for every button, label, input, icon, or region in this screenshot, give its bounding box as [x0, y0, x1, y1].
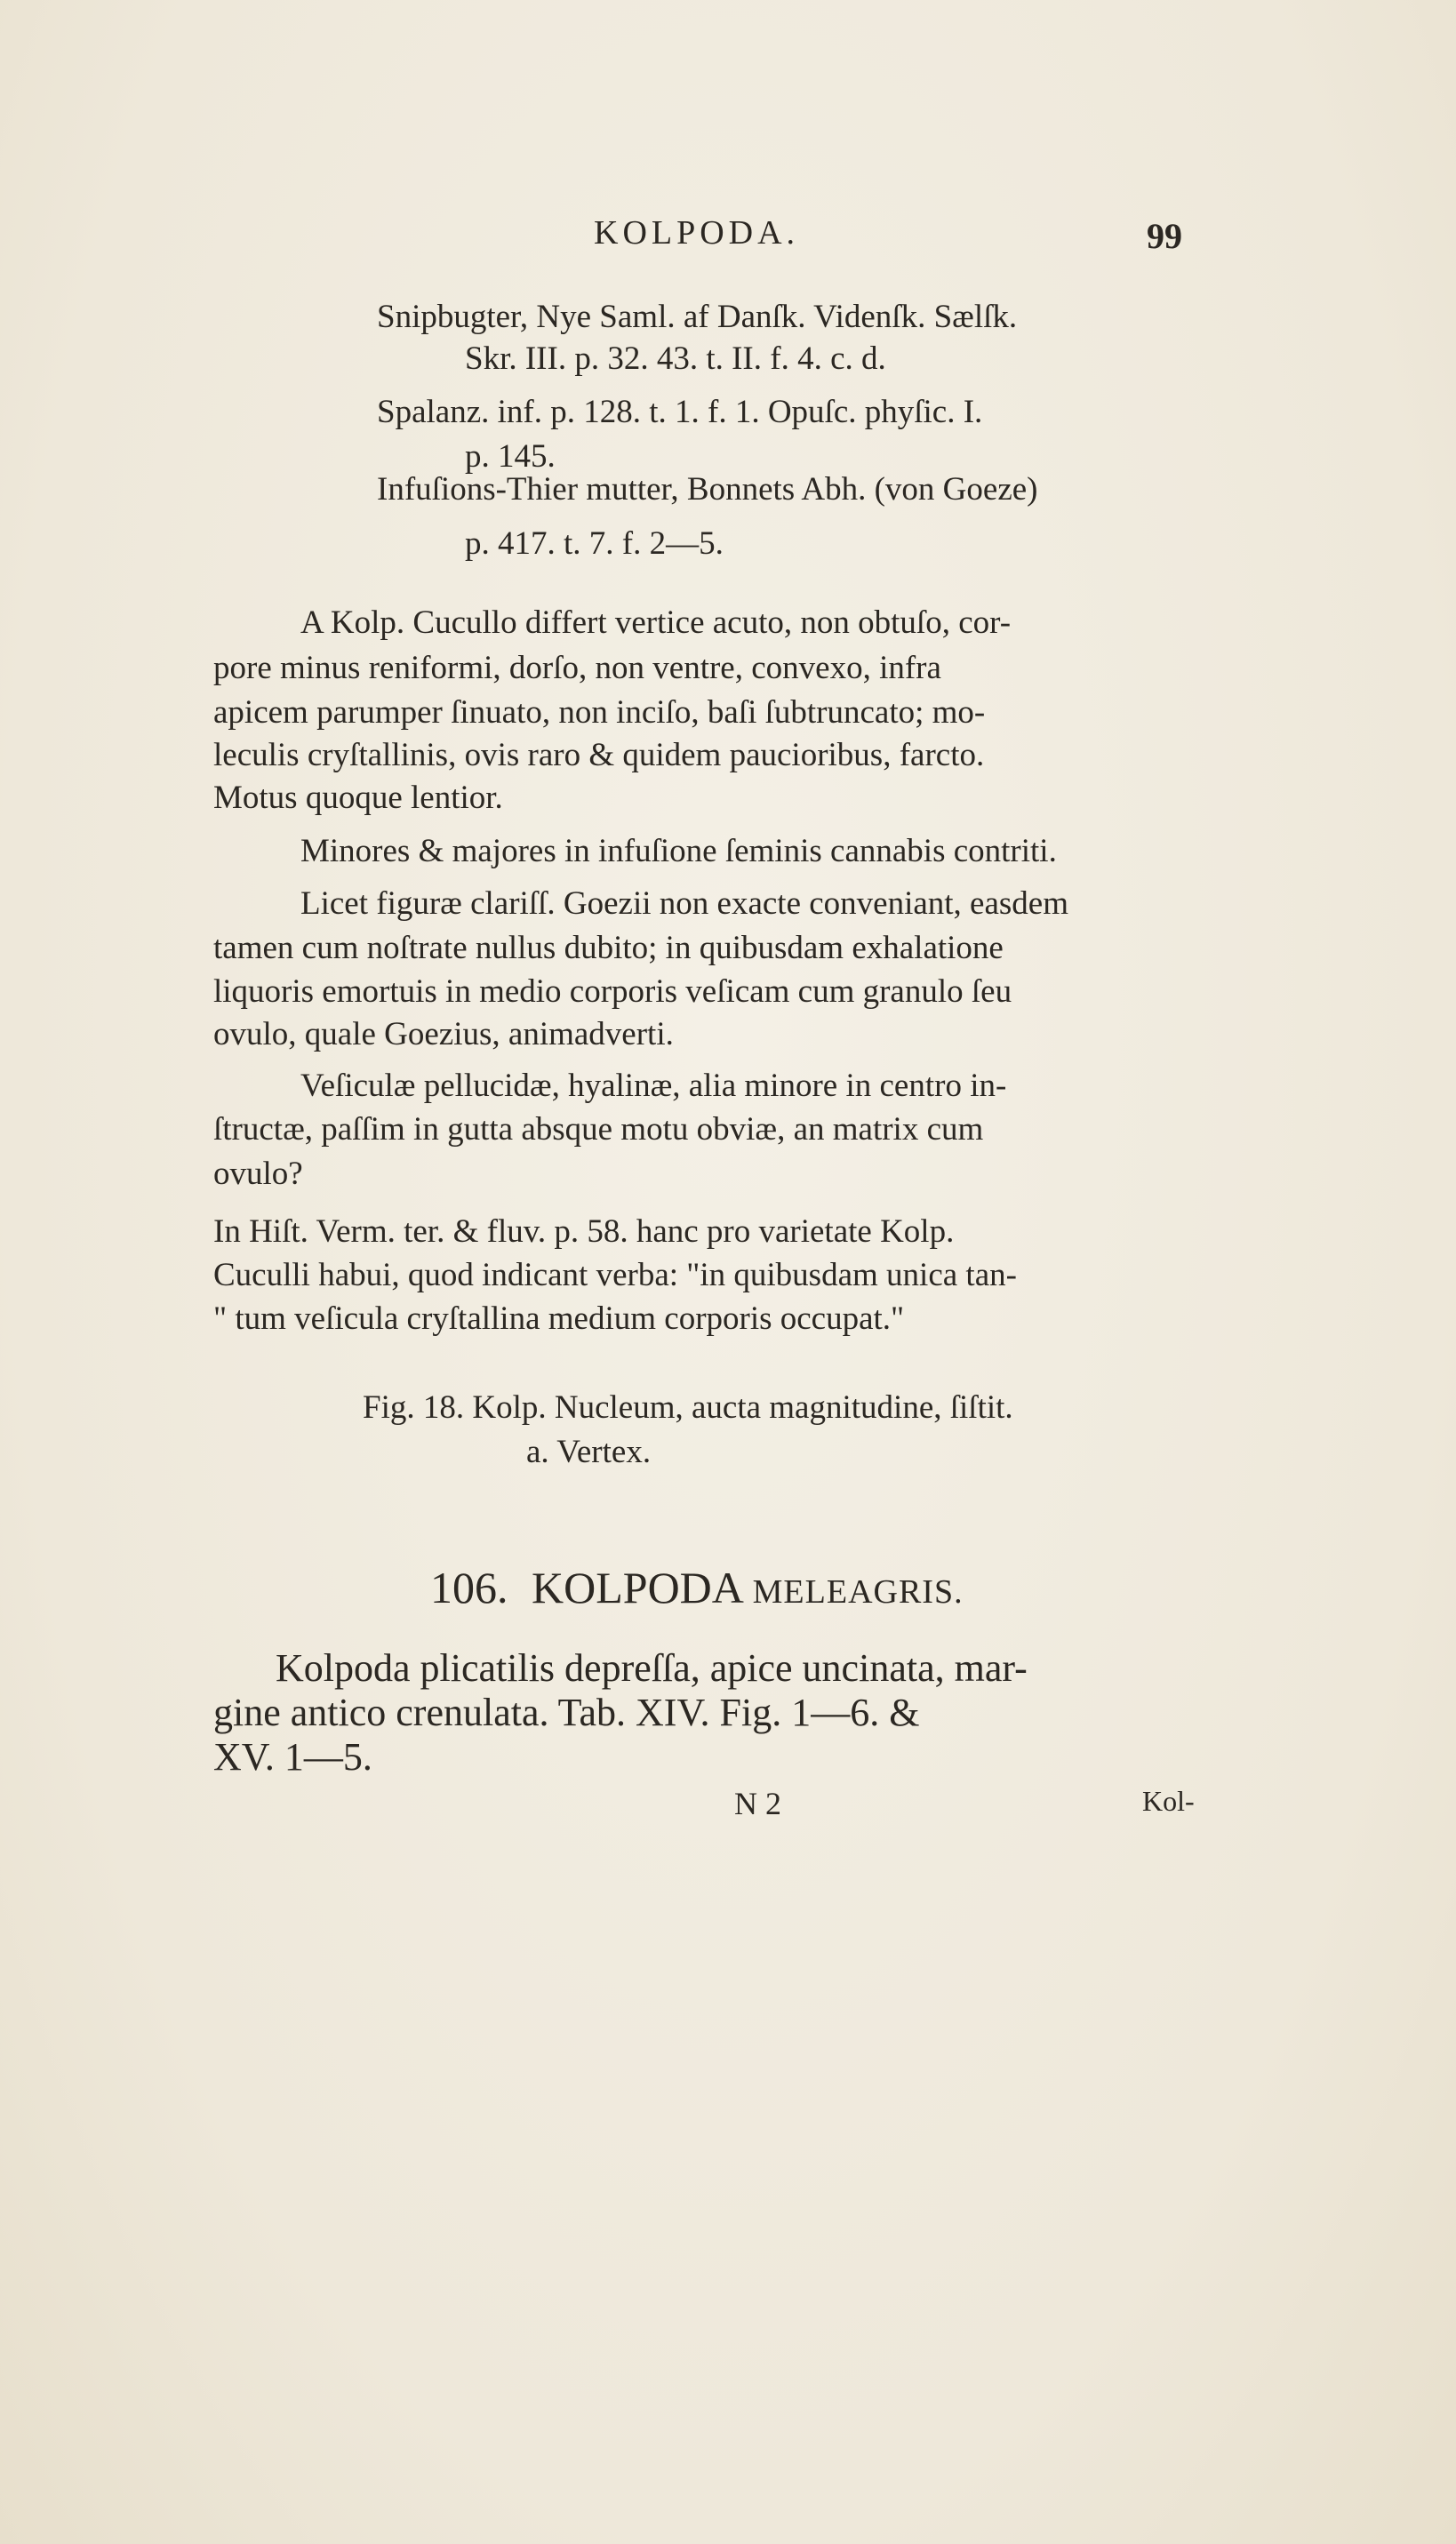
body-text-line: ovulo?: [213, 1156, 303, 1192]
signature-mark: N 2: [734, 1786, 781, 1821]
figure-caption-key: a. Vertex.: [526, 1434, 652, 1470]
body-text-line: Motus quoque lentior.: [213, 780, 503, 816]
body-text-line: leculis cryſtallinis, ovis raro & quidem paucioribus, farcto.: [213, 737, 985, 773]
species-diagnosis: Kolpoda plicatilis depreſſa, apice uncinata, mar-: [276, 1646, 1028, 1690]
body-text-line: ſtructæ, paſſim in gutta absque motu obviæ, an matrix cum: [213, 1111, 984, 1148]
body-text-line: Minores & majores in infuſione ſeminis cannabis contriti.: [300, 833, 1057, 869]
species-number: 106.: [430, 1563, 508, 1612]
figure-caption: Fig. 18. Kolp. Nucleum, aucta magnitudine, ſiſtit.: [363, 1389, 1013, 1426]
body-text-line: " tum veſicula cryſtallina medium corporis occupat.": [213, 1300, 905, 1337]
genus-name: KOLPODA: [532, 1563, 742, 1612]
reference-line: Snipbugter, Nye Saml. af Danſk. Videnſk. Sælſk.: [377, 299, 1018, 335]
running-title: KOLPODA.: [594, 214, 800, 252]
reference-line: Infuſions-Thier mutter, Bonnets Abh. (von Goeze): [377, 471, 1038, 508]
reference-line: p. 417. t. 7. f. 2—5.: [465, 525, 724, 562]
reference-line: p. 145.: [465, 438, 556, 475]
page-header: [0, 204, 1456, 267]
species-heading: [430, 1562, 964, 1613]
body-text-line: tamen cum noſtrate nullus dubito; in quibusdam exhalatione: [213, 930, 1004, 966]
reference-line: Skr. III. p. 32. 43. t. II. f. 4. c. d.: [465, 340, 886, 377]
body-text-line: In Hiſt. Verm. ter. & fluv. p. 58. hanc pro varietate Kolp.: [213, 1213, 955, 1250]
body-text-line: Licet figuræ clariſſ. Goezii non exacte conveniant, easdem: [300, 885, 1069, 922]
species-diagnosis: gine antico crenulata. Tab. XIV. Fig. 1—6. &: [213, 1691, 920, 1734]
body-text-line: pore minus reniformi, dorſo, non ventre, convexo, infra: [213, 650, 941, 686]
body-text-line: apicem parumper ſinuato, non inciſo, baſi ſubtruncato; mo-: [213, 694, 986, 731]
page-number: 99: [1147, 216, 1182, 256]
catchword: Kol-: [1142, 1785, 1195, 1817]
body-text-line: A Kolp. Cucullo differt vertice acuto, non obtuſo, cor-: [300, 604, 1012, 641]
body-text-line: liquoris emortuis in medio corporis veſicam cum granulo ſeu: [213, 973, 1012, 1010]
body-text-line: ovulo, quale Goezius, animadverti.: [213, 1016, 674, 1052]
body-text-line: Veſiculæ pellucidæ, hyalinæ, alia minore in centro in-: [300, 1068, 1007, 1104]
species-diagnosis: XV. 1—5.: [213, 1735, 372, 1779]
species-name: MELEAGRIS.: [752, 1573, 964, 1611]
reference-line: Spalanz. inf. p. 128. t. 1. f. 1. Opuſc. phyſic. I.: [377, 394, 983, 430]
body-text-line: Cuculli habui, quod indicant verba: "in quibusdam unica tan-: [213, 1257, 1017, 1293]
